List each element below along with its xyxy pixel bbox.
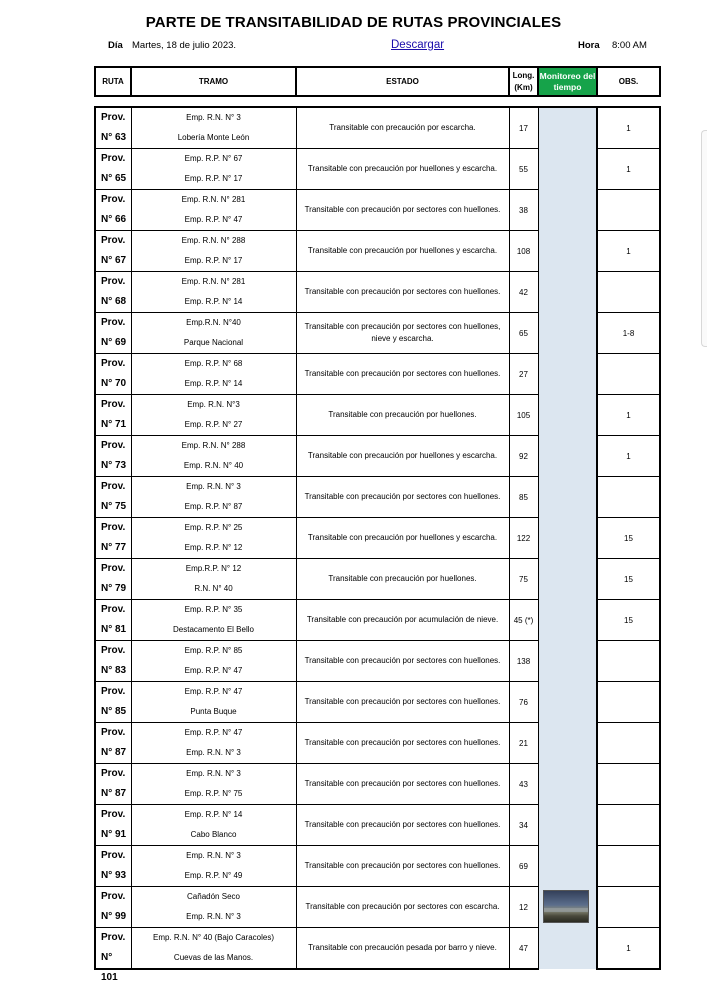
monitoreo-cell: [538, 764, 597, 805]
ruta-prov: Prov.: [101, 686, 126, 697]
estado-cell: Transitable con precaución por sectores con huellones.: [296, 805, 509, 846]
obs-cell: 15: [597, 518, 660, 559]
download-link[interactable]: Descargar: [391, 39, 445, 51]
monitoreo-cell: [538, 395, 597, 436]
tramo-to: Emp. R.P. N° 14: [184, 297, 243, 306]
ruta-number: N° 73: [101, 460, 127, 471]
ruta-prov: Prov.: [101, 481, 126, 492]
monitoreo-cell: [538, 518, 597, 559]
tramo-cell: [131, 600, 296, 641]
ruta-number: N° 101: [101, 952, 118, 983]
monitoreo-cell: [538, 313, 597, 354]
ruta-cell: [95, 395, 131, 436]
tramo-cell: [131, 518, 296, 559]
obs-cell: 1: [597, 149, 660, 190]
ruta-number: N° 71: [101, 419, 127, 430]
obs-cell: 1: [597, 928, 660, 970]
tramo-cell: [131, 682, 296, 723]
table-row: [95, 436, 660, 477]
tramo-to: Emp. R.N. N° 40: [183, 461, 244, 470]
table-row: [95, 682, 660, 723]
ruta-prov: Prov.: [101, 399, 126, 410]
ruta-number: N° 69: [101, 337, 127, 348]
estado-cell: Transitable con precaución por acumulación de nieve.: [296, 600, 509, 641]
ruta-cell: [95, 190, 131, 231]
long-cell: 138: [509, 641, 538, 682]
tramo-cell: [131, 559, 296, 600]
obs-cell: [597, 641, 660, 682]
obs-cell: [597, 846, 660, 887]
table-row: [95, 928, 660, 970]
ruta-cell: [95, 272, 131, 313]
long-cell: 69: [509, 846, 538, 887]
header-long: Long. (Km): [509, 67, 538, 96]
monitoreo-cell: [538, 231, 597, 272]
tramo-cell: [131, 477, 296, 518]
ruta-cell: [95, 641, 131, 682]
ruta-cell: [95, 846, 131, 887]
table-row: [95, 190, 660, 231]
ruta-number: N° 91: [101, 829, 127, 840]
tramo-cell: [131, 313, 296, 354]
tramo-from: Emp. R.P. N° 25: [184, 523, 243, 532]
ruta-cell: [95, 354, 131, 395]
estado-cell: Transitable con precaución por huellones y escarcha.: [296, 149, 509, 190]
tramo-cell: [131, 190, 296, 231]
table-row: [95, 231, 660, 272]
table-row: [95, 272, 660, 313]
long-cell: 21: [509, 723, 538, 764]
ruta-prov: Prov.: [101, 358, 126, 369]
ruta-prov: Prov.: [101, 932, 126, 943]
ruta-number: N° 99: [101, 911, 127, 922]
header-monitoreo: Monitoreo del tiempo: [538, 67, 597, 96]
obs-cell: [597, 805, 660, 846]
ruta-number: N° 63: [101, 132, 127, 143]
tramo-cell: [131, 354, 296, 395]
tramo-to: Destacamento El Bello: [173, 625, 254, 634]
ruta-prov: Prov.: [101, 809, 126, 820]
header-tramo: TRAMO: [131, 67, 296, 96]
monitoreo-cell: [538, 641, 597, 682]
header-ruta: RUTA: [95, 67, 131, 96]
table-row: [95, 107, 660, 149]
page-title: PARTE DE TRANSITABILIDAD DE RUTAS PROVINCIALES: [145, 14, 562, 31]
tramo-to: Lobería Monte León: [177, 133, 250, 142]
tramo-from: Emp. R.P. N° 14: [184, 810, 243, 819]
ruta-cell: [95, 149, 131, 190]
tramo-from: Emp. R.P. N° 47: [184, 687, 243, 696]
ruta-number: N° 81: [101, 624, 127, 635]
ruta-number: N° 65: [101, 173, 127, 184]
monitoreo-cell: [538, 805, 597, 846]
obs-cell: 1: [597, 231, 660, 272]
ruta-cell: [95, 477, 131, 518]
monitoreo-cell: [538, 723, 597, 764]
ruta-cell: [95, 436, 131, 477]
estado-cell: Transitable con precaución por sectores con huellones.: [296, 190, 509, 231]
obs-cell: 15: [597, 600, 660, 641]
table-row: [95, 641, 660, 682]
long-cell: 42: [509, 272, 538, 313]
ruta-number: N° 87: [101, 747, 127, 758]
ruta-number: N° 67: [101, 255, 127, 266]
ruta-cell: [95, 928, 131, 983]
table-row: [95, 846, 660, 887]
long-cell: 85: [509, 477, 538, 518]
tramo-from: Emp. R.P. N° 47: [184, 728, 243, 737]
obs-cell: 1: [597, 436, 660, 477]
obs-cell: [597, 272, 660, 313]
table-row: [95, 805, 660, 846]
table-row: [95, 559, 660, 600]
ruta-cell: [95, 313, 131, 354]
scrollbar-handle[interactable]: [701, 130, 707, 347]
obs-cell: [597, 723, 660, 764]
ruta-cell: [95, 887, 131, 928]
ruta-prov: Prov.: [101, 112, 126, 123]
estado-cell: Transitable con precaución por sectores con huellones.: [296, 272, 509, 313]
obs-cell: [597, 887, 660, 928]
ruta-cell: [95, 682, 131, 723]
ruta-number: N° 93: [101, 870, 127, 881]
tramo-cell: [131, 641, 296, 682]
ruta-prov: Prov.: [101, 645, 126, 656]
tramo-cell: [131, 764, 296, 805]
long-cell: 122: [509, 518, 538, 559]
ruta-number: N° 75: [101, 501, 127, 512]
tramo-to: Emp. R.P. N° 12: [184, 543, 243, 552]
tramo-from: Emp. R.P. N° 68: [184, 359, 243, 368]
tramo-cell: [131, 107, 296, 149]
tramo-from: Emp. R.N. N°3: [187, 400, 240, 409]
long-cell: 17: [509, 107, 538, 149]
ruta-number: N° 83: [101, 665, 127, 676]
tramo-cell: [131, 723, 296, 764]
tramo-from: Emp. R.N. N° 3: [186, 851, 241, 860]
tramo-from: Cañadón Seco: [187, 892, 240, 901]
ruta-prov: Prov.: [101, 522, 126, 533]
ruta-cell: [95, 518, 131, 559]
ruta-prov: Prov.: [101, 850, 126, 861]
long-cell: 75: [509, 559, 538, 600]
header-obs: OBS.: [597, 67, 660, 96]
estado-cell: Transitable con precaución por sectores con escarcha.: [296, 887, 509, 928]
ruta-prov: Prov.: [101, 276, 126, 287]
ruta-cell: [95, 600, 131, 641]
table-row: [95, 518, 660, 559]
tramo-from: Emp. R.P. N° 35: [184, 605, 243, 614]
hora-value: 8:00 AM: [612, 40, 647, 51]
tramo-to: Emp. R.P. N° 17: [184, 256, 243, 265]
monitoreo-cell: [538, 107, 597, 149]
ruta-cell: [95, 764, 131, 805]
ruta-number: N° 79: [101, 583, 127, 594]
tramo-from: Emp. R.N. N° 288: [181, 236, 246, 245]
dia-label: Día: [108, 40, 123, 51]
estado-cell: Transitable con precaución por huellones y escarcha.: [296, 518, 509, 559]
tramo-from: Emp.R.P. N° 12: [185, 564, 242, 573]
obs-cell: [597, 190, 660, 231]
monitoreo-cell: [538, 272, 597, 313]
monitoreo-cell: [538, 354, 597, 395]
hora-label: Hora: [578, 40, 600, 51]
monitoreo-cell: [538, 149, 597, 190]
ruta-cell: [95, 805, 131, 846]
ruta-prov: Prov.: [101, 317, 126, 328]
tramo-cell: [131, 149, 296, 190]
table-row: [95, 723, 660, 764]
long-cell: 47: [509, 928, 538, 970]
long-cell: 65: [509, 313, 538, 354]
long-cell: 105: [509, 395, 538, 436]
table-row: [95, 354, 660, 395]
tramo-from: Emp. R.P. N° 85: [184, 646, 243, 655]
tramo-to: Punta Buque: [190, 707, 237, 716]
header-estado: ESTADO: [296, 67, 509, 96]
long-cell: 34: [509, 805, 538, 846]
ruta-prov: Prov.: [101, 194, 126, 205]
monitoreo-cell: [538, 600, 597, 641]
ruta-number: N° 77: [101, 542, 127, 553]
ruta-cell: [95, 231, 131, 272]
table-row: [95, 313, 660, 354]
estado-cell: Transitable con precaución por sectores con huellones.: [296, 641, 509, 682]
long-cell: 43: [509, 764, 538, 805]
estado-cell: Transitable con precaución por huellones y escarcha.: [296, 436, 509, 477]
estado-cell: Transitable con precaución por huellones.: [296, 395, 509, 436]
long-cell: 38: [509, 190, 538, 231]
estado-cell: Transitable con precaución por sectores con huellones.: [296, 764, 509, 805]
estado-cell: Transitable con precaución por sectores con huellones, nieve y escarcha.: [296, 313, 509, 354]
tramo-cell: [131, 272, 296, 313]
table-row: [95, 395, 660, 436]
tramo-from: Emp. R.N. N° 281: [181, 195, 246, 204]
ruta-number: N° 87: [101, 788, 127, 799]
ruta-number: N° 85: [101, 706, 127, 717]
tramo-to: Emp. R.P. N° 49: [184, 871, 243, 880]
table-row: [95, 764, 660, 805]
tramo-to: Emp. R.P. N° 47: [184, 666, 243, 675]
ruta-prov: Prov.: [101, 604, 126, 615]
tramo-from: Emp. R.N. N° 40 (Bajo Caracoles): [152, 933, 274, 942]
estado-cell: Transitable con precaución por sectores con huellones.: [296, 723, 509, 764]
ruta-prov: Prov.: [101, 153, 126, 164]
tramo-cell: [131, 846, 296, 887]
tramo-from: Emp. R.N. N° 3: [186, 769, 241, 778]
ruta-number: N° 70: [101, 378, 127, 389]
tramo-from: Emp. R.N. N° 288: [181, 441, 246, 450]
table-header: [94, 66, 661, 97]
estado-cell: Transitable con precaución por sectores con huellones.: [296, 846, 509, 887]
obs-cell: [597, 477, 660, 518]
estado-cell: Transitable con precaución por huellones.: [296, 559, 509, 600]
dia-value: Martes, 18 de julio 2023.: [132, 40, 237, 51]
tramo-to: Parque Nacional: [183, 338, 244, 347]
routes-table: [94, 106, 661, 983]
monitoreo-cell: [538, 477, 597, 518]
long-cell: 55: [509, 149, 538, 190]
table-row: [95, 600, 660, 641]
ruta-cell: [95, 107, 131, 149]
monitoreo-cell: [538, 436, 597, 477]
long-cell: 108: [509, 231, 538, 272]
table-row: [95, 477, 660, 518]
estado-cell: Transitable con precaución por sectores con huellones.: [296, 354, 509, 395]
long-cell: 92: [509, 436, 538, 477]
ruta-cell: [95, 559, 131, 600]
ruta-prov: Prov.: [101, 563, 126, 574]
ruta-prov: Prov.: [101, 768, 126, 779]
ruta-prov: Prov.: [101, 727, 126, 738]
long-cell: 12: [509, 887, 538, 928]
long-cell: 76: [509, 682, 538, 723]
monitoreo-cell: [538, 682, 597, 723]
tramo-from: Emp. R.N. N° 281: [181, 277, 246, 286]
long-cell: 45 (*): [509, 600, 538, 641]
table-row: [95, 887, 660, 928]
ruta-number: N° 66: [101, 214, 127, 225]
monitoreo-cell: [538, 887, 597, 928]
obs-cell: 1-8: [597, 313, 660, 354]
tramo-to: Emp. R.P. N° 17: [184, 174, 243, 183]
tramo-to: Cabo Blanco: [190, 830, 237, 839]
obs-cell: [597, 764, 660, 805]
tramo-to: Emp. R.N. N° 3: [186, 912, 241, 921]
ruta-number: N° 68: [101, 296, 127, 307]
long-cell: 27: [509, 354, 538, 395]
ruta-prov: Prov.: [101, 440, 126, 451]
estado-cell: Transitable con precaución por sectores con huellones.: [296, 682, 509, 723]
monitoreo-cell: [538, 190, 597, 231]
ruta-prov: Prov.: [101, 891, 126, 902]
tramo-to: Emp. R.P. N° 87: [184, 502, 243, 511]
tramo-from: Emp. R.P. N° 67: [184, 154, 243, 163]
tramo-cell: [131, 436, 296, 477]
ruta-prov: Prov.: [101, 235, 126, 246]
table-row: [95, 149, 660, 190]
obs-cell: 15: [597, 559, 660, 600]
camera-thumbnail[interactable]: [543, 890, 589, 923]
monitoreo-cell: [538, 928, 597, 970]
ruta-cell: [95, 723, 131, 764]
tramo-cell: [131, 805, 296, 846]
tramo-cell: [131, 231, 296, 272]
tramo-from: Emp. R.N. N° 3: [186, 482, 241, 491]
tramo-cell: [131, 928, 296, 970]
estado-cell: Transitable con precaución pesada por barro y nieve.: [296, 928, 509, 970]
tramo-to: Cuevas de las Manos.: [173, 953, 254, 962]
obs-cell: [597, 354, 660, 395]
tramo-from: Emp.R.N. N°40: [186, 318, 241, 327]
tramo-from: Emp. R.N. N° 3: [186, 113, 241, 122]
monitoreo-cell: [538, 846, 597, 887]
obs-cell: 1: [597, 107, 660, 149]
obs-cell: [597, 682, 660, 723]
estado-cell: Transitable con precaución por sectores con huellones.: [296, 477, 509, 518]
tramo-to: Emp. R.P. N° 14: [184, 379, 243, 388]
monitoreo-cell: [538, 559, 597, 600]
obs-cell: 1: [597, 395, 660, 436]
estado-cell: Transitable con precaución por huellones y escarcha.: [296, 231, 509, 272]
tramo-to: Emp. R.P. N° 75: [184, 789, 243, 798]
tramo-cell: [131, 395, 296, 436]
estado-cell: Transitable con precaución por escarcha.: [296, 107, 509, 149]
tramo-to: Emp. R.P. N° 47: [184, 215, 243, 224]
tramo-to: R.N. N° 40: [194, 584, 233, 593]
tramo-to: Emp. R.N. N° 3: [186, 748, 241, 757]
tramo-to: Emp. R.P. N° 27: [184, 420, 243, 429]
tramo-cell: [131, 887, 296, 928]
